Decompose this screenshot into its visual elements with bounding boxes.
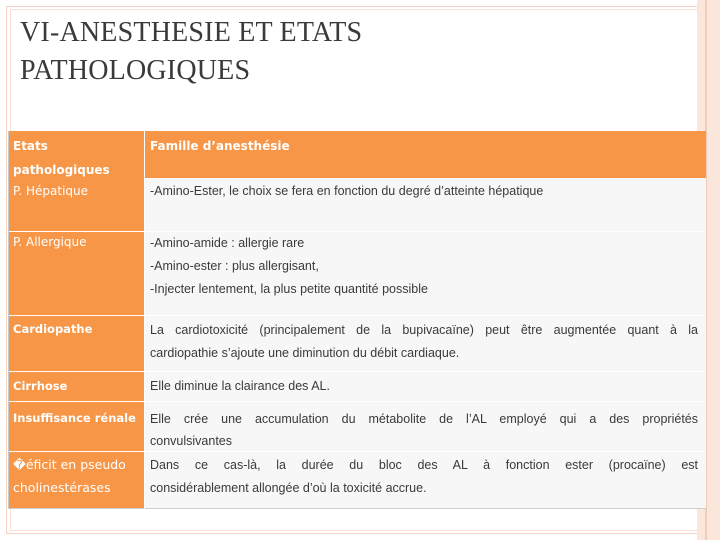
title-line-2: PATHOLOGIQUES [20, 55, 251, 86]
anesthesia-table [8, 131, 706, 509]
family-cell [144, 402, 706, 452]
family-text-line: -Injecter lentement, la plus petite quantité possible [150, 282, 428, 296]
slide-title [20, 14, 580, 90]
table-row [9, 232, 706, 316]
family-text-line: cardiopathie s’ajoute une diminution du débit cardiaque. [150, 346, 460, 360]
family-text-line: -Amino-ester : plus allergisant, [150, 259, 319, 273]
header-cell-states [9, 131, 144, 178]
state-cell [9, 178, 144, 232]
state-label: Insuffisance rénale [13, 411, 136, 425]
family-text-line: La cardiotoxicité (principalement de la bupivacaïne) peut être augmentée quant à la [150, 323, 698, 337]
header-family-label: Famille d’anesthésie [150, 139, 290, 153]
column-separator [144, 178, 145, 509]
state-cell [9, 402, 144, 452]
family-text-line: -Amino-amide : allergie rare [150, 236, 305, 250]
header-states-line1: Etats [13, 139, 48, 153]
table-row [9, 372, 706, 402]
state-label-line1: �éficit en pseudo [13, 457, 126, 472]
table-row [9, 178, 706, 232]
family-cell [144, 178, 706, 232]
family-text-line: -Amino-Ester, le choix se fera en fonction du degré d’atteinte hépatique [150, 184, 544, 198]
family-text-line: Elle crée une accumulation du métabolite de l’AL employé qui a des propriétés [150, 412, 698, 426]
state-label: Cardiopathe [13, 322, 93, 336]
family-text-line: Elle diminue la clairance des AL. [150, 379, 330, 393]
family-cell [144, 232, 706, 316]
family-cell [144, 316, 706, 372]
family-text-line: convulsivantes [150, 434, 232, 448]
family-cell [144, 372, 706, 402]
title-line-1: VI-ANESTHESIE ET ETATS [20, 17, 363, 48]
table-row [9, 452, 706, 508]
table-row [9, 316, 706, 372]
state-cell [9, 372, 144, 402]
state-label: Cirrhose [13, 379, 68, 393]
family-cell [144, 452, 706, 508]
family-text-line: considérablement allongée d’où la toxicité accrue. [150, 481, 427, 495]
state-cell [9, 232, 144, 316]
column-separator [144, 131, 145, 178]
state-label: P. Hépatique [13, 184, 89, 198]
table-header-row [9, 131, 706, 178]
family-text-line: Dans ce cas-là, la durée du bloc des AL à fonction ester (procaïne) est [150, 458, 698, 472]
state-label: P. Allergique [13, 235, 87, 249]
state-cell [9, 452, 144, 508]
header-states-line2: pathologiques [13, 163, 110, 177]
state-label-line2: cholinestérases [13, 480, 111, 495]
state-cell [9, 316, 144, 372]
table-row [9, 402, 706, 452]
header-cell-family [144, 131, 706, 178]
